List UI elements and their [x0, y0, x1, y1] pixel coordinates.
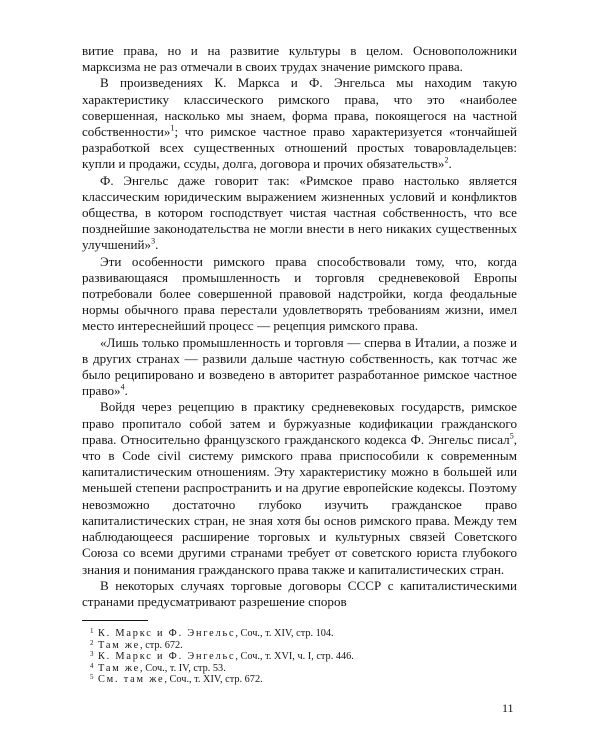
footnote-ref-4: 4: [120, 382, 125, 392]
paragraph-7: В некоторых случаях торговые договоры СССР с капиталистическими странами предусматривают разрешение споров: [82, 577, 517, 609]
paragraph-2: В произведениях К. Маркса и Ф. Энгельса мы находим такую характеристику классического римского права, что это «наиболее совершенная, насколько мы знаем, форма права, покоящегося на частной собственности»$^1$; что римское частное право характеризуется «тончайшей разработкой всех существенных отношений простых товаровладельцев: купли и продажи, ссуды, долга, договора и прочих обязательств»$^2$.: [82, 75, 517, 172]
paragraph-1: витие права, но и на развитие культуры в целом. Основоположники марксизма не раз отмечали в своих трудах значение римского права.: [82, 43, 517, 75]
footnote-4: 4 Там же, Соч., т. IV, стр. 53.: [90, 661, 226, 674]
footnote-ref-2: 2: [444, 156, 449, 166]
footnote-ref-3: 3: [151, 237, 156, 247]
footnote-2: 2 Там же, стр. 672.: [90, 638, 183, 651]
footnote-1: 1 К. Маркс и Ф. Энгельс, Соч., т. XIV, стр. 104.: [90, 627, 334, 639]
footnote-5: 5 См. там же, Соч., т. XIV, стр. 672.: [90, 673, 263, 686]
paragraph-5: «Лишь только промышленность и торговля — сперва в Италии, а позже и в других странах — развили дальше частную собственность, как тотчас же было реципировано и возведено в авторитет разработанное римское частное право»$^4$.: [82, 334, 517, 399]
footnote-divider: [82, 620, 148, 621]
footnote-ref-1: 1: [170, 123, 175, 133]
footnote-3: 3 К. Маркс и Ф. Энгельс, Соч., т. XVI, ч. I, стр. 446.: [90, 650, 354, 663]
paragraph-6: Войдя через рецепцию в практику средневековых государств, римское право пропитало собой затем и буржуазные кодификации гражданского права. Относительно французского гражданского кодекса Ф. Энгельс писал$^5$, что в Code civil систему римского права приспособили к современным капиталистическим отношениям. Эту характеристику можно в большей или меньшей степени распространить и на другие европейские кодексы. Поэтому невозможно достаточно глубоко изучить гражданское право капиталистических стран, не зная хотя бы основ римского права. Между тем наблюдающееся расширение торговых и культурных связей Советского Союза со всеми другими странами требует от советского юриста глубокого знания и понимания гражданского права также и капиталистических стран.: [82, 399, 517, 577]
paragraph-4: Эти особенности римского права способствовали тому, что, когда развивающаяся промышленность и торговля средневековой Европы потребовали более совершенной правовой надстройки, когда феодальные нормы обычного права перестали удовлетворять требованиям жизни, имел место интереснейший процесс — рецепция римского права.: [82, 253, 517, 334]
page-number: 11: [502, 701, 514, 715]
main-text: [82, 43, 517, 610]
footnote-ref-5: 5: [509, 431, 514, 441]
paragraph-3: Ф. Энгельс даже говорит так: «Римское право настолько является классическим юридическим выражением жизненных условий и конфликтов общества, в котором господствует чистая частная собственность, что все позднейшие законодательства не могли внести в него никаких существенных улучшений»$^3$.: [82, 172, 517, 253]
footnotes: [82, 628, 517, 686]
